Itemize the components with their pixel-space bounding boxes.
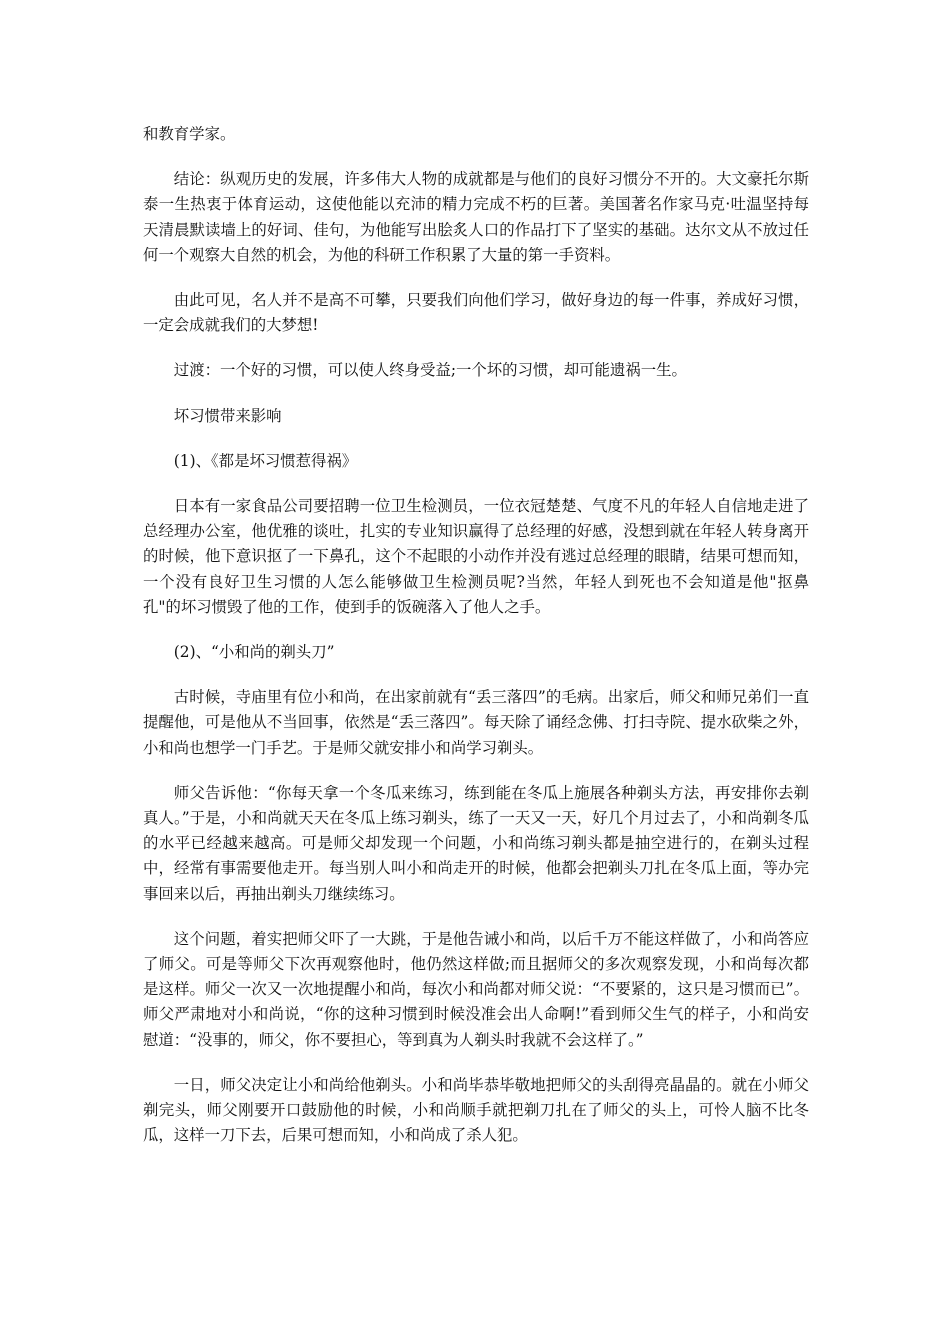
- subheading-story-2: (2)、“小和尚的剃头刀”: [173, 643, 335, 662]
- paragraph-story-2-warning: 这个问题，着实把师父吓了一大跳，于是他告诫小和尚，以后千万不能这样做了，小和尚答应了师父。可是等师父下次再观察他时，他仍然这样做;而且据师父的多次观察发现，小和尚每次都是这样。师父一次又一次地提醒小和尚，每次小和尚都对师父说：“不要紧的，这只是习惯而已”。师父严肃地对小和尚说，“你的这种习惯到时候没准会出人命啊!”看到师父生气的样子，小和尚安慰道：“没事的，师父，你不要担心，等到真为人剃头时我就不会这样了。”: [143, 929, 809, 1049]
- paragraph-conclusion: 结论：纵观历史的发展，许多伟大人物的成就都是与他们的良好习惯分不开的。大文豪托尔斯泰一生热衷于体育运动，这使他能以充沛的精力完成不朽的巨著。美国著名作家马克·吐温坚持每天清晨默读墙上的好词、佳句，为他能写出脍炙人口的作品打下了坚实的基础。达尔文从不放过任何一个观察大自然的机会，为他的科研工作积累了大量的第一手资料。: [143, 170, 809, 264]
- paragraph-story-2-ending: 一日，师父决定让小和尚给他剃头。小和尚毕恭毕敬地把师父的头刮得亮晶晶的。就在小师父剃完头，师父刚要开口鼓励他的时候，小和尚顺手就把剃刀扎在了师父的头上，可怜人脑不比冬瓜，这样一刀下去，后果可想而知，小和尚成了杀人犯。: [143, 1075, 809, 1145]
- paragraph-summary: 由此可见，名人并不是高不可攀，只要我们向他们学习，做好身边的每一件事，养成好习惯，一定会成就我们的大梦想!: [143, 291, 809, 335]
- paragraph-story-2-intro: 古时候，寺庙里有位小和尚，在出家前就有“丢三落四”的毛病。出家后，师父和师兄弟们一直提醒他，可是他从不当回事，依然是“丢三落四”。每天除了诵经念佛、打扫寺院、提水砍柴之外，小和尚也想学一门手艺。于是师父就安排小和尚学习剃头。: [143, 688, 809, 757]
- paragraph-story-2-practice: 师父告诉他：“你每天拿一个冬瓜来练习，练到能在冬瓜上施展各种剃头方法，再安排你去剃真人。”于是，小和尚就天天在冬瓜上练习剃头，练了一天又一天，好几个月过去了，小和尚剃冬瓜的水平已经越来越高。可是师父却发现一个问题，小和尚练习剃头都是抽空进行的，在剃头过程中，经常有事需要他走开。每当别人叫小和尚走开的时候，他都会把剃头刀扎在冬瓜上面，等办完事回来以后，再抽出剃头刀继续练习。: [143, 783, 809, 903]
- section-heading-bad-habits: 坏习惯带来影响: [173, 406, 282, 425]
- paragraph-continuation: 和教育学家。: [143, 125, 236, 143]
- paragraph-story-1: 日本有一家食品公司要招聘一位卫生检测员，一位衣冠楚楚、气度不凡的年轻人自信地走进了总经理办公室，他优雅的谈吐，扎实的专业知识赢得了总经理的好感，没想到就在年轻人转身离开的时候，他下意识抠了一下鼻孔，这个不起眼的小动作并没有逃过总经理的眼睛，结果可想而知，一个没有良好卫生习惯的人怎么能够做卫生检测员呢?当然，年轻人到死也不会知道是他"抠鼻孔"的坏习惯毁了他的工作，使到手的饭碗落入了他人之手。: [143, 497, 809, 616]
- document-body: [143, 122, 809, 1169]
- paragraph-transition: 过渡：一个好的习惯，可以使人终身受益;一个坏的习惯，却可能遗祸一生。: [173, 361, 687, 380]
- subheading-story-1: (1)、《都是坏习惯惹得祸》: [173, 451, 358, 470]
